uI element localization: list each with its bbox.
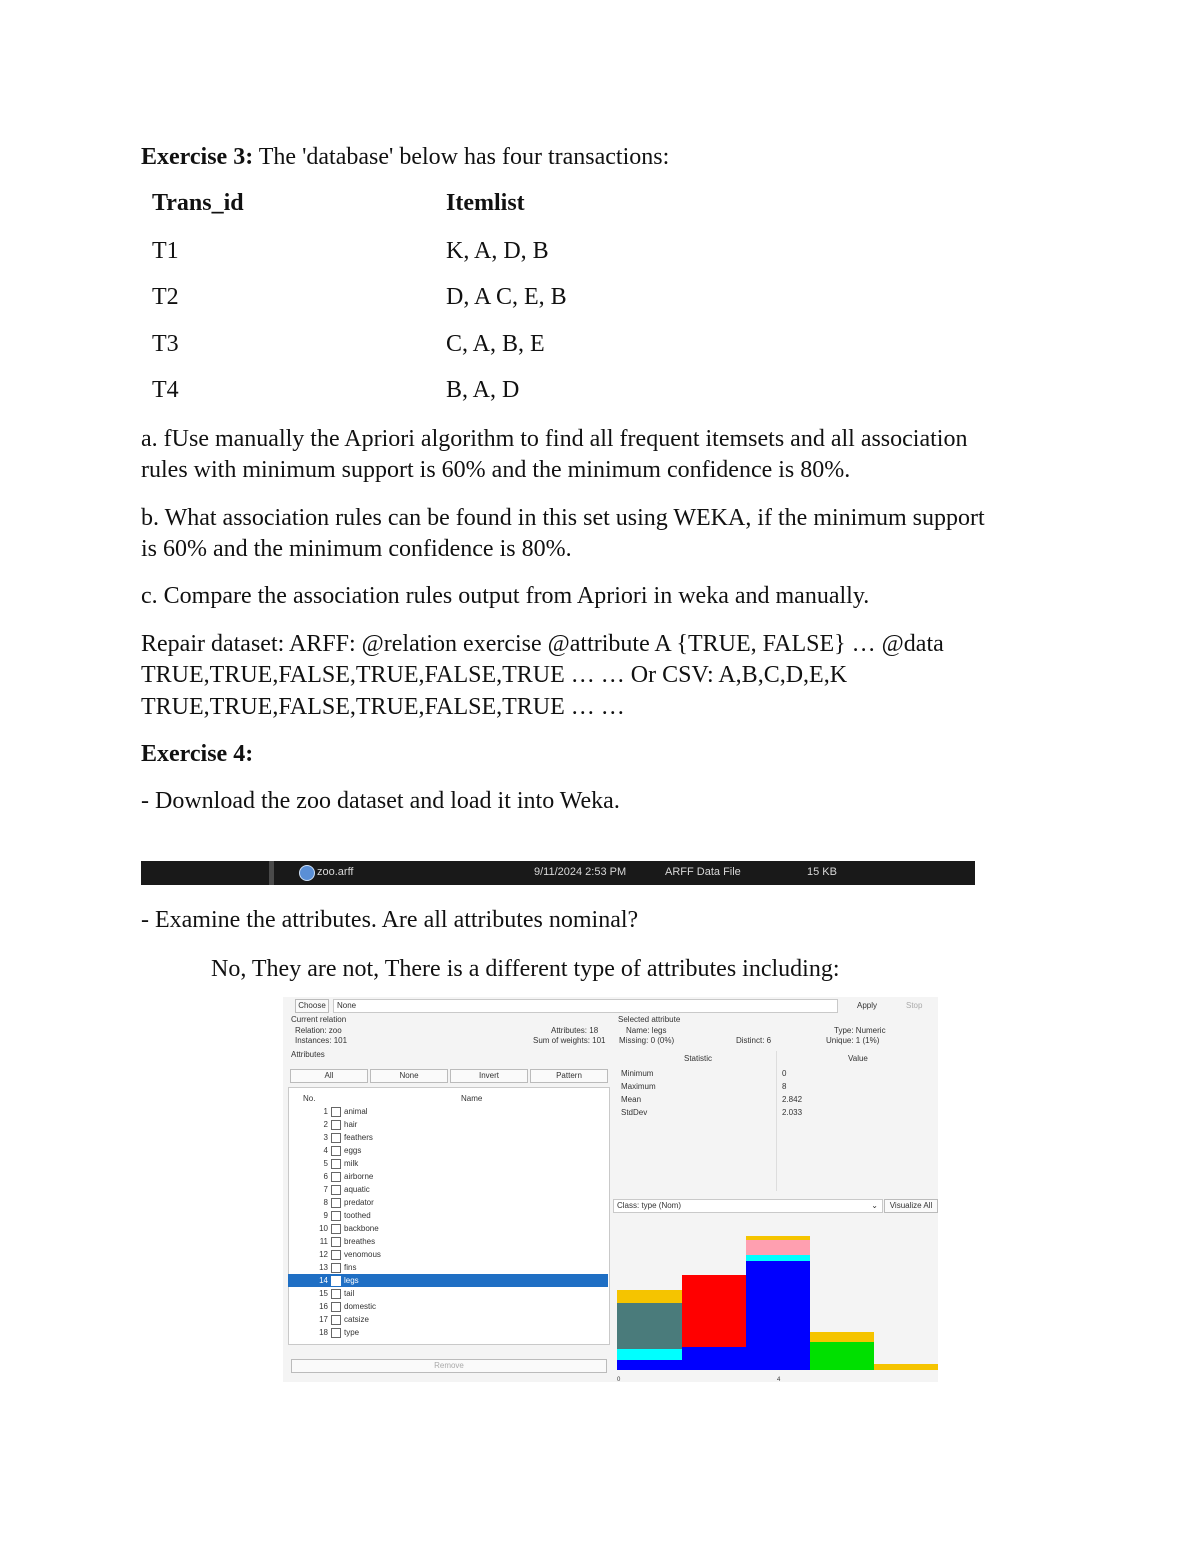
attribute-name: venomous [344, 1250, 381, 1259]
exercise3-intro: The 'database' below has four transactions: [253, 144, 670, 170]
attribute-name: catsize [344, 1315, 369, 1324]
attribute-number: 11 [319, 1237, 328, 1246]
relation-name: Relation: zoo [295, 1026, 342, 1035]
weka-preprocess-screenshot [283, 997, 938, 1382]
attribute-number: 1 [323, 1107, 328, 1116]
attribute-name: airborne [344, 1172, 374, 1181]
question-b-line1: b. What association rules can be found in this set using WEKA, if the minimum support [141, 505, 985, 531]
hist-bar-1-red [682, 1275, 746, 1347]
hist-bar-2-blue [746, 1261, 810, 1370]
selected-unique: Unique: 1 (1%) [826, 1036, 880, 1045]
question-c: c. Compare the association rules output from Apriori in weka and manually. [141, 583, 870, 609]
hist-bar-3-green [810, 1342, 874, 1370]
attribute-name: milk [344, 1159, 359, 1168]
attribute-name: domestic [344, 1302, 377, 1311]
file-explorer-row[interactable] [141, 861, 975, 885]
attribute-number: 6 [323, 1172, 328, 1181]
file-size: 15 KB [807, 866, 837, 878]
attribute-number: 17 [319, 1315, 328, 1324]
attribute-name: type [344, 1328, 360, 1337]
attribute-number: 15 [319, 1289, 328, 1298]
statistic-value: 0 [782, 1069, 787, 1078]
current-relation-title: Current relation [291, 1015, 347, 1024]
attributes-count: Attributes: 18 [551, 1026, 599, 1035]
attributes-title: Attributes [291, 1050, 325, 1059]
attribute-name: breathes [344, 1237, 376, 1246]
select-all-button[interactable]: All [290, 1069, 368, 1083]
hist-bar-2-pink [746, 1240, 810, 1255]
table-cell: T2 [152, 284, 179, 310]
attribute-name: tail [344, 1289, 355, 1298]
class-histogram [283, 997, 938, 1382]
statistic-value: 2.033 [782, 1108, 803, 1117]
exercise3-intro-line [141, 142, 669, 173]
class-select-value: Class: type (Nom) [617, 1201, 682, 1210]
attribute-number: 9 [323, 1211, 328, 1220]
attribute-name: aquatic [344, 1185, 370, 1194]
attribute-number: 2 [323, 1120, 328, 1129]
attribute-number: 7 [323, 1185, 328, 1194]
select-none-button[interactable]: None [370, 1069, 448, 1083]
attribute-name: legs [344, 1276, 359, 1285]
attribute-name: eggs [344, 1146, 362, 1155]
hist-bar-3-yellow [810, 1332, 874, 1342]
attribute-number: 14 [319, 1276, 328, 1285]
instances-count: Instances: 101 [295, 1036, 348, 1045]
statistic-name: StdDev [621, 1108, 648, 1117]
hist-bar-0-yellow [617, 1290, 682, 1303]
table-header-itemlist: Itemlist [446, 190, 525, 216]
repair-line1: Repair dataset: ARFF: @relation exercise @attribute A {TRUE, FALSE} … @data [141, 631, 944, 657]
attribute-number: 18 [319, 1328, 328, 1337]
table-cell: D, A C, E, B [446, 284, 567, 310]
attribute-name: feathers [344, 1133, 373, 1142]
statistic-name: Minimum [621, 1069, 654, 1078]
value-col: Value [848, 1054, 868, 1063]
hist-bar-2-yellow [746, 1236, 810, 1240]
table-cell: T4 [152, 377, 179, 403]
table-cell: B, A, D [446, 377, 520, 403]
table-cell: T3 [152, 331, 179, 357]
statistic-value: 2.842 [782, 1095, 803, 1104]
attribute-number: 8 [323, 1198, 328, 1207]
chevron-down-icon: ⌄ [871, 1201, 878, 1210]
hist-bar-0-blue [617, 1360, 682, 1370]
hist-bar-4-yellow [874, 1364, 938, 1370]
statistic-value: 8 [782, 1082, 787, 1091]
attribute-name: fins [344, 1263, 357, 1272]
table-cell: K, A, D, B [446, 238, 549, 264]
question-a-line2: rules with minimum support is 60% and the minimum confidence is 80%. [141, 457, 851, 483]
attribute-number: 12 [319, 1250, 328, 1259]
hist-bar-0-teal [617, 1303, 682, 1349]
exercise4-step2: - Examine the attributes. Are all attributes nominal? [141, 907, 639, 933]
repair-line2: TRUE,TRUE,FALSE,TRUE,FALSE,TRUE … … Or CSV: A,B,C,D,E,K [141, 662, 848, 688]
exercise4-answer: No, They are not, There is a different type of attributes including: [211, 956, 840, 982]
attribute-number: 13 [319, 1263, 328, 1272]
hist-bar-1-blue [682, 1347, 746, 1370]
hist-tick-left: 0 [617, 1377, 621, 1382]
attribute-col-no: No. [303, 1094, 316, 1103]
attribute-name: hair [344, 1120, 358, 1129]
exercise4-heading: Exercise 4: [141, 741, 254, 767]
file-row-divider [269, 861, 274, 885]
attribute-col-name: Name [461, 1094, 483, 1103]
selected-name: Name: legs [626, 1026, 667, 1035]
file-date: 9/11/2024 2:53 PM [534, 866, 627, 878]
file-type: ARFF Data File [665, 866, 741, 878]
table-cell: T1 [152, 238, 179, 264]
hist-bar-2-cyan [746, 1255, 810, 1261]
repair-line3: TRUE,TRUE,FALSE,TRUE,FALSE,TRUE … … [141, 694, 625, 720]
selected-type: Type: Numeric [834, 1026, 886, 1035]
attribute-name: backbone [344, 1224, 379, 1233]
attribute-name: animal [344, 1107, 368, 1116]
exercise3-heading: Exercise 3: [141, 144, 254, 170]
filter-choose-button[interactable]: Choose [295, 999, 329, 1013]
question-a-line1: a. fUse manually the Apriori algorithm to find all frequent itemsets and all association [141, 426, 968, 452]
stop-button[interactable]: Stop [906, 1001, 923, 1010]
attribute-number: 16 [319, 1302, 328, 1311]
attribute-name: toothed [344, 1211, 371, 1220]
sum-of-weights: Sum of weights: 101 [533, 1036, 606, 1045]
selected-distinct: Distinct: 6 [736, 1036, 772, 1045]
attribute-number: 5 [323, 1159, 328, 1168]
weka-file-icon [299, 865, 315, 881]
file-name: zoo.arff [317, 866, 354, 878]
selected-missing: Missing: 0 (0%) [619, 1036, 675, 1045]
exercise4-step1: - Download the zoo dataset and load it into Weka. [141, 788, 620, 814]
statistic-col: Statistic [684, 1054, 713, 1063]
invert-button[interactable]: Invert [450, 1069, 528, 1083]
filter-field[interactable]: None [333, 999, 838, 1013]
statistic-name: Maximum [621, 1082, 656, 1091]
statistic-name: Mean [621, 1095, 642, 1104]
selected-attribute-title: Selected attribute [618, 1015, 681, 1024]
apply-button[interactable]: Apply [857, 1001, 878, 1010]
table-header-trans-id: Trans_id [152, 190, 244, 216]
hist-tick-right: 4 [777, 1377, 781, 1382]
attribute-number: 10 [319, 1224, 328, 1233]
hist-bar-0-cyan [617, 1349, 682, 1360]
question-b-line2: is 60% and the minimum confidence is 80%. [141, 536, 572, 562]
attribute-name: predator [344, 1198, 374, 1207]
attribute-number: 4 [323, 1146, 328, 1155]
pattern-button[interactable]: Pattern [530, 1069, 608, 1083]
table-cell: C, A, B, E [446, 331, 545, 357]
attribute-number: 3 [323, 1133, 328, 1142]
visualize-all-button[interactable]: Visualize All [884, 1199, 938, 1213]
remove-button[interactable]: Remove [291, 1359, 607, 1373]
